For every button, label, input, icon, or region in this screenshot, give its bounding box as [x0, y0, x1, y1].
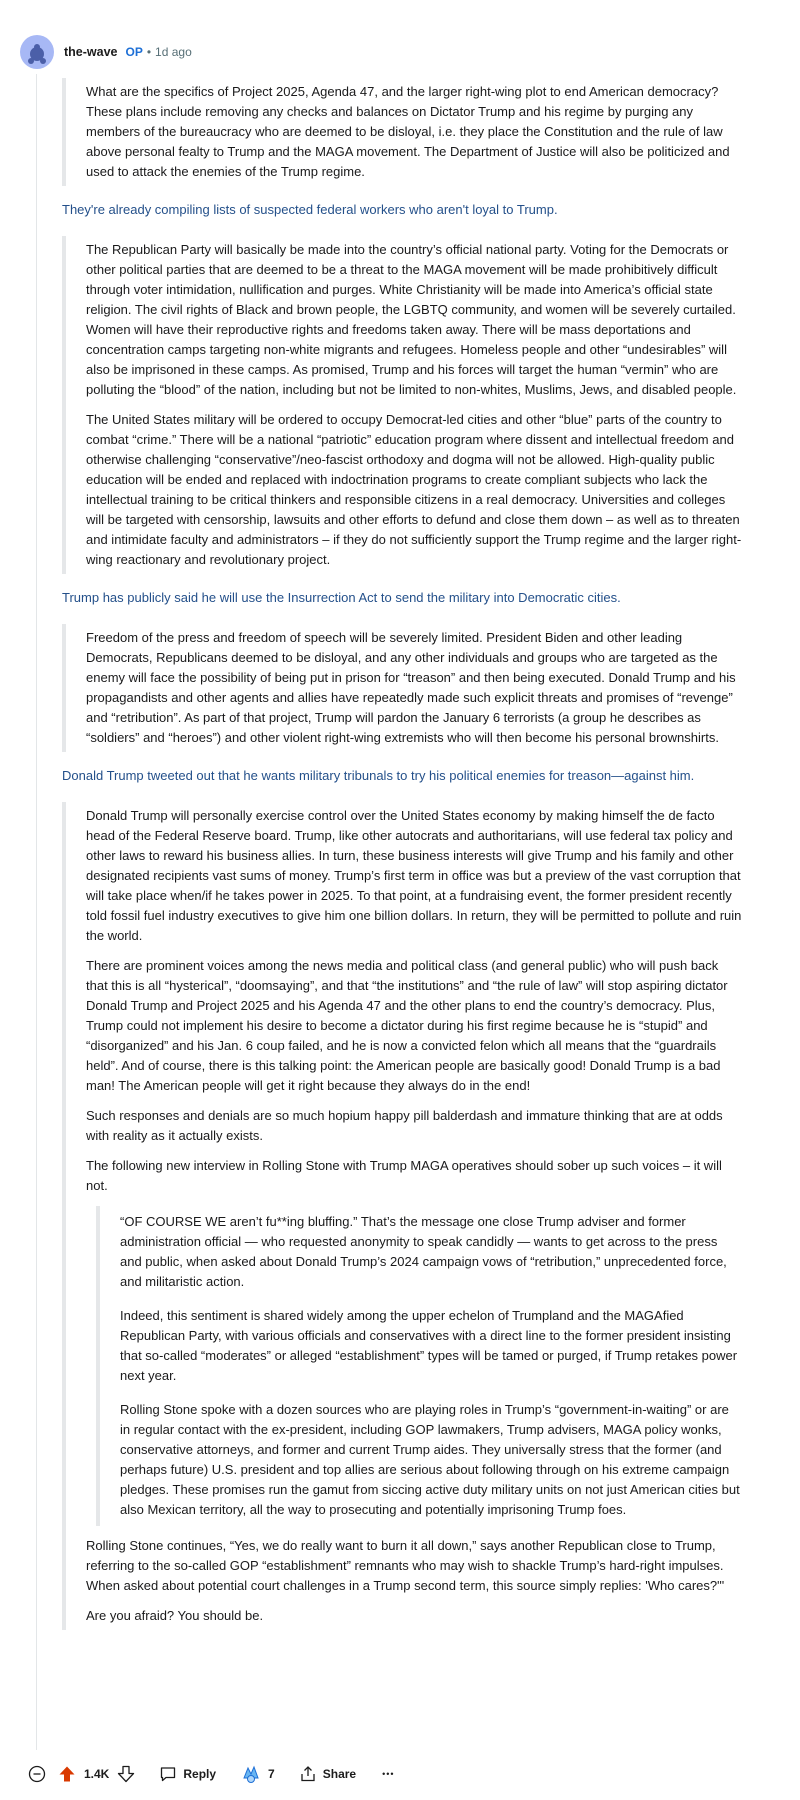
blockquote	[62, 624, 742, 752]
blockquote	[62, 78, 742, 186]
comment-body	[62, 72, 742, 1644]
thread-line[interactable]	[36, 74, 37, 1750]
paragraph: Such responses and denials are so much hopium happy pill balderdash and immature thinking that are at odds with reality as it actually exists.	[86, 1108, 723, 1143]
avatar[interactable]	[20, 35, 54, 69]
paragraph: Rolling Stone spoke with a dozen sources who are playing roles in Trump’s “government-in-waiting” or are in regular contact with the ex-president, including GOP lawmakers, Trump advisers, MAGA policy wonks, conservative attorneys, and former and current Trump aides. They universally stress that the former (and perhaps future) U.S. president and top allies are serious about following through on his extreme campaign pledges. These promises run the gamut from siccing active duty military units on not just American cities but also Mexican territory, all the way to prosecuting and potentially imprisoning Trump foes.	[120, 1402, 740, 1517]
downvote-button[interactable]	[115, 1759, 137, 1789]
op-badge: OP	[125, 45, 143, 59]
meta-separator: •	[146, 45, 152, 59]
collapse-button[interactable]	[28, 1759, 56, 1789]
award-button[interactable]	[232, 1759, 283, 1789]
paragraph: Freedom of the press and freedom of speech will be severely limited. President Biden and other leading Democrats, Republicans deemed to be disloyal, and any other individuals and groups who are targeted as the enemy will face the possibility of being put in prison for “treason” and then being executed. Donald Trump and his propagandists and other agents and allies have repeatedly made such explicit threats and promises of “revenge” and “retribution”. As part of that project, Trump will pardon the January 6 terrorists (a group he describes as “soldiers” and “heroes”) and other violent right-wing extremists who will then become his personal brownshirts.	[86, 630, 736, 745]
paragraph: Donald Trump will personally exercise control over the United States economy by making himself the de facto head of the Federal Reserve board. Trump, like other autocrats and authoritarians, will use federal tax policy and other laws to reward his business allies. In turn, these business interests will give Trump and his family and other designated recipients vast sums of money. Trump’s first term in office was but a preview of the vast corruption that will take place when/if he takes power in 2025. To that point, at a fundraising event, the former president recently told fossil fuel industry executives to give him one billion dollars. In return, they will be permitted to pollute and ruin the world.	[86, 808, 742, 943]
comment-time[interactable]: 1d ago	[155, 45, 192, 59]
paragraph: The Republican Party will basically be made into the country’s official national party. Voting for the Democrats or other political parties that are deemed to be a threat to the MAGA movement will be made prohibitively difficult through voter intimidation, nullification and purges. White Christianity will be made into America’s official state religion. The civil rights of Black and brown people, the LGBTQ community, and women will be severely curtailed. Women will have their reproductive rights and freedoms taken away. There will be mass deportations and concentration camps targeting non-white migrants and refugees. Homeless people and other “undesirables” will also be imprisoned in these camps. As promised, Trump and his forces will target the human “vermin” who are polluting the “blood” of the nation, including but not be limited to non-whites, Muslims, Jews, and disabled people.	[86, 242, 737, 397]
paragraph: What are the specifics of Project 2025, Agenda 47, and the larger right-wing plot to end American democracy? These plans include removing any checks and balances on Dictator Trump and his regime by purging any members of the bureaucracy who are deemed to be disloyal, i.e. they place the Constitution and the rule of law above personal fealty to Trump and the MAGA movement. The Department of Justice will also be politicized and used to attack the enemies of the Trump regime.	[86, 84, 730, 179]
vote-count: 1.4K	[84, 1767, 110, 1781]
reply-button[interactable]	[151, 1759, 224, 1789]
paragraph: “OF COURSE WE aren’t fu**ing bluffing.” That’s the message one close Trump adviser and former administration official — who requested anonymity to speak candidly — wants to get across to the press and public, when asked about Donald Trump’s 2024 campaign vows of “retribution,” unprecedented force, and militaristic action.	[120, 1214, 727, 1289]
downvote-icon	[117, 1765, 135, 1783]
paragraph: Indeed, this sentiment is shared widely among the upper echelon of Trumpland and the MAGAfied Republican Party, with various officials and conservatives with a direct line to the former president insisting that so-called “moderates” or alleged “establishment” types will be tamed or purged, if Trump retakes power next year.	[120, 1308, 738, 1383]
avatar-snoo-icon	[24, 39, 50, 65]
blockquote	[62, 802, 742, 1630]
award-icon	[240, 1764, 262, 1784]
share-icon	[299, 1765, 317, 1783]
reply-label: Reply	[183, 1767, 217, 1781]
paragraph: Rolling Stone continues, “Yes, we do really want to burn it all down,” says another Republican close to Trump, referring to the so-called GOP “establishment” remnants who may wish to shackle Trump’s hard-right impulses. When asked about potential court challenges in a Trump second term, this source simply replies: 'Who cares?"'	[86, 1538, 725, 1593]
upvote-icon	[58, 1765, 76, 1783]
nested-blockquote	[96, 1206, 742, 1526]
collapse-icon	[28, 1765, 46, 1783]
article-link[interactable]: Trump has publicly said he will use the Insurrection Act to send the military into Democratic cities.	[62, 590, 621, 605]
award-count: 7	[268, 1767, 275, 1781]
comment-header	[20, 35, 192, 69]
share-button[interactable]	[291, 1759, 364, 1789]
article-link[interactable]: Donald Trump tweeted out that he wants military tribunals to try his political enemies for treason—against him.	[62, 768, 695, 783]
paragraph: The United States military will be ordered to occupy Democrat-led cities and other “blue” parts of the country to combat “crime.” There will be a national “patriotic” education program where dissent and intellectual freedom and otherwise challenging “conservative”/neo-fascist orthodoxy and dogma will not be allowed. High-quality public education will be ended and replaced with indoctrination programs to create compliant subjects who lack the intellectual training to be critical thinkers and responsible citizens in a real democracy. Universities and colleges will be targeted with censorship, lawsuits and other efforts to defund and close them down – as well as to threaten and intimidate faculty and administrators – if they do not sufficiently support the Trump regime and the larger right-wing reactionary and revolutionary project.	[86, 412, 742, 567]
blockquote	[62, 236, 742, 574]
article-link[interactable]: They're already compiling lists of suspected federal workers who aren't loyal to Trump.	[62, 202, 558, 217]
reply-icon	[159, 1765, 177, 1783]
more-icon: •••	[382, 1769, 395, 1779]
share-label: Share	[322, 1767, 357, 1781]
paragraph: Are you afraid? You should be.	[86, 1608, 264, 1623]
paragraph: There are prominent voices among the news media and political class (and general public) who will push back that this is all “hysterical”, “doomsaying”, and that “the institutions” and “the rule of law” will stop aspiring dictator Donald Trump and Project 2025 and his Agenda 47 and the other plans to end the country’s democracy. Plus, Trump could not implement his desire to become a dictator during his first regime because he is “stupid” and “disorganized” and his Jan. 6 coup failed, and he is now a convicted felon which all means that the “guardrails held”. And of course, there is this talking point: the American people are basically good! Donald Trump is a bad man! The American people will get it right because they always do in the end!	[86, 958, 728, 1093]
author-name[interactable]: the-wave	[64, 45, 118, 59]
more-options-button[interactable]	[374, 1759, 402, 1789]
paragraph: The following new interview in Rolling Stone with Trump MAGA operatives should sober up such voices – it will not.	[86, 1158, 722, 1193]
comment-actions	[28, 1759, 403, 1789]
upvote-button[interactable]	[56, 1759, 78, 1789]
